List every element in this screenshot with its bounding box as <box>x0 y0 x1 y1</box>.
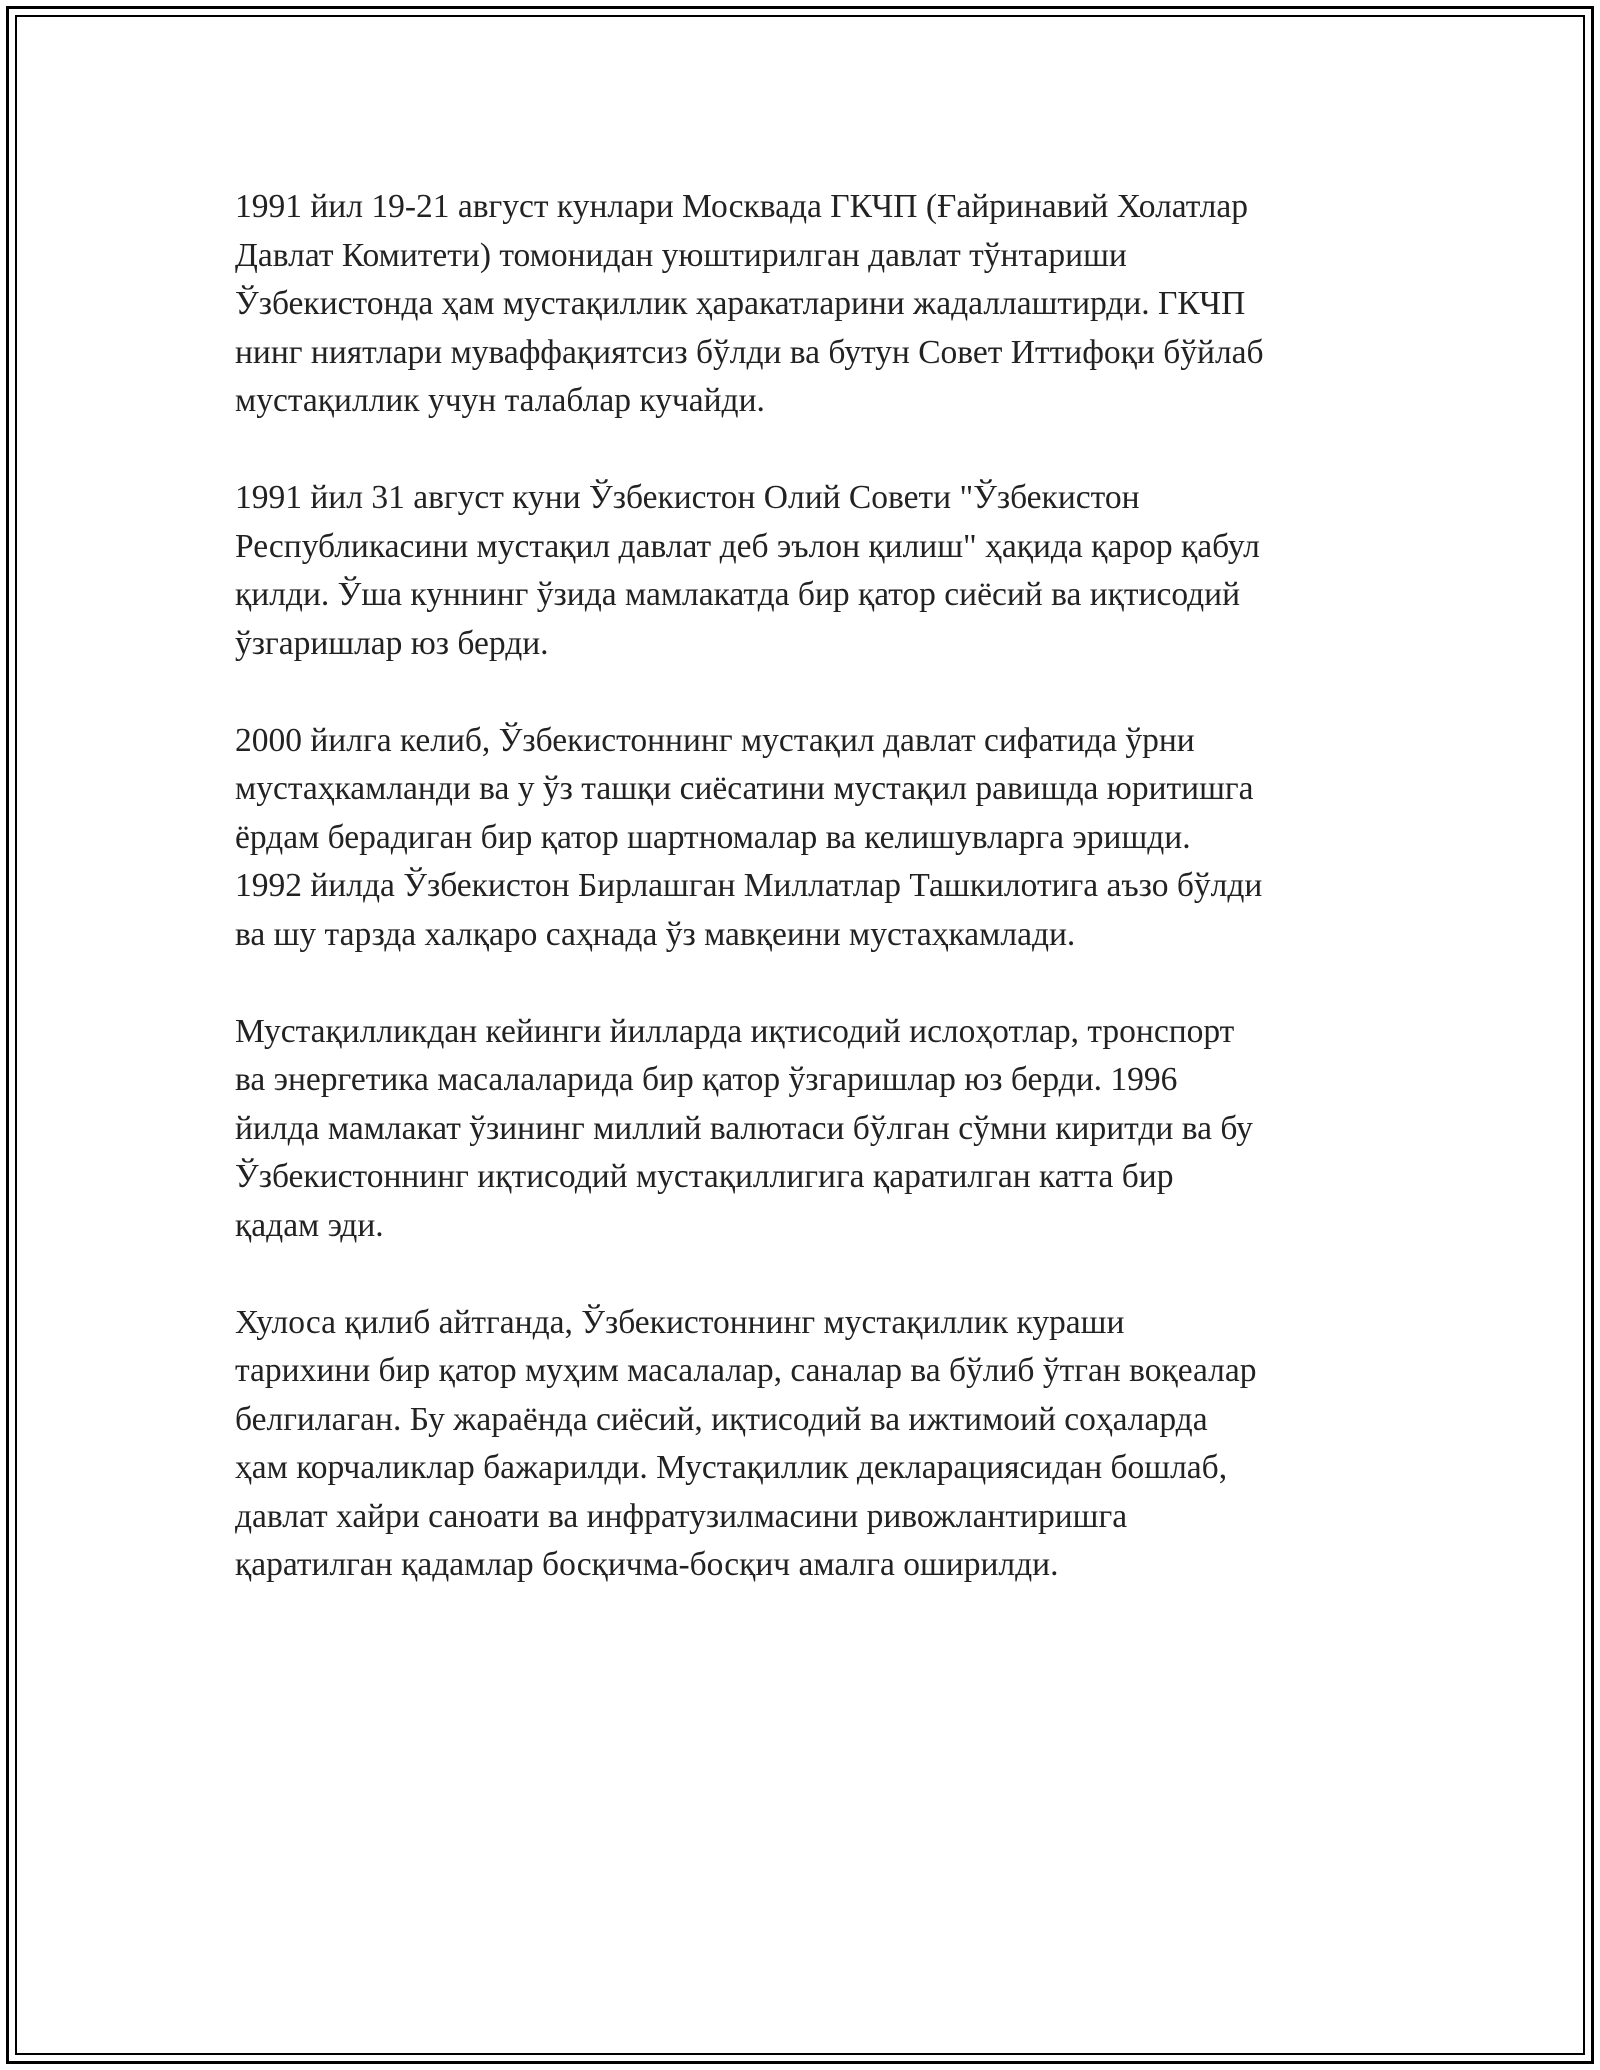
paragraph-foreign-policy: 2000 йилга келиб, Ўзбекистоннинг мустақил давлат сифатида ўрни мустаҳкамланди ва у ўз ташқи сиёсатини мустақил равишда юритишга ёрдам берадиган бир қатор шартномалар ва келишувларга эришди. 1992 йилда Ўзбекистон Бирлашган Миллатлар Ташкилотига аъзо бўлди ва шу тарзда халқаро саҳнада ўз мавқеини мустаҳкамлади. <box>235 721 1263 953</box>
paragraph-economic-reforms: Мустақилликдан кейинги йилларда иқтисодий ислоҳотлар, тронспорт ва энергетика масалаларида бир қатор ўзгаришлар юз берди. 1996 йилда мамлакат ўзининг миллий валютаси бўлган сўмни киритди ва бу Ўзбекистоннинг иқтисодий мустақиллигига қаратилган катта бир қадам эди. <box>235 1012 1253 1244</box>
paragraph-gkchp-coup: 1991 йил 19-21 август кунлари Москвада ГКЧП (Ғайринавий Холатлар Давлат Комитети) томонидан уюштирилган давлат тўнтариши Ўзбекистонда ҳам мустақиллик ҳаракатларини жадаллаштирди. ГКЧП нинг ниятлари муваффақиятсиз бўлди ва бутун Совет Иттифоқи бўйлаб мустақиллик учун талаблар кучайди. <box>235 188 1264 419</box>
document-body <box>235 183 1395 1638</box>
paragraph-conclusion: Хулоса қилиб айтганда, Ўзбекистоннинг мустақиллик кураши тарихини бир қатор муҳим масалалар, саналар ва бўлиб ўтган воқеалар белгилаган. Бу жараёнда сиёсий, иқтисодий ва ижтимоий соҳаларда ҳам корчаликлар бажарилди. Мустақиллик декларациясидан бошлаб, давлат хайри саноати ва инфратузилмасини ривожлантиришга қаратилган қадамлар босқичма-босқич амалга оширилди. <box>235 1303 1257 1583</box>
paragraph-independence-declaration: 1991 йил 31 август куни Ўзбекистон Олий Совети "Ўзбекистон Республикасини мустақил давлат деб эълон қилиш" ҳақида қарор қабул қилди. Ўша куннинг ўзида мамлакатда бир қатор сиёсий ва иқтисодий ўзгаришлар юз берди. <box>235 479 1260 662</box>
